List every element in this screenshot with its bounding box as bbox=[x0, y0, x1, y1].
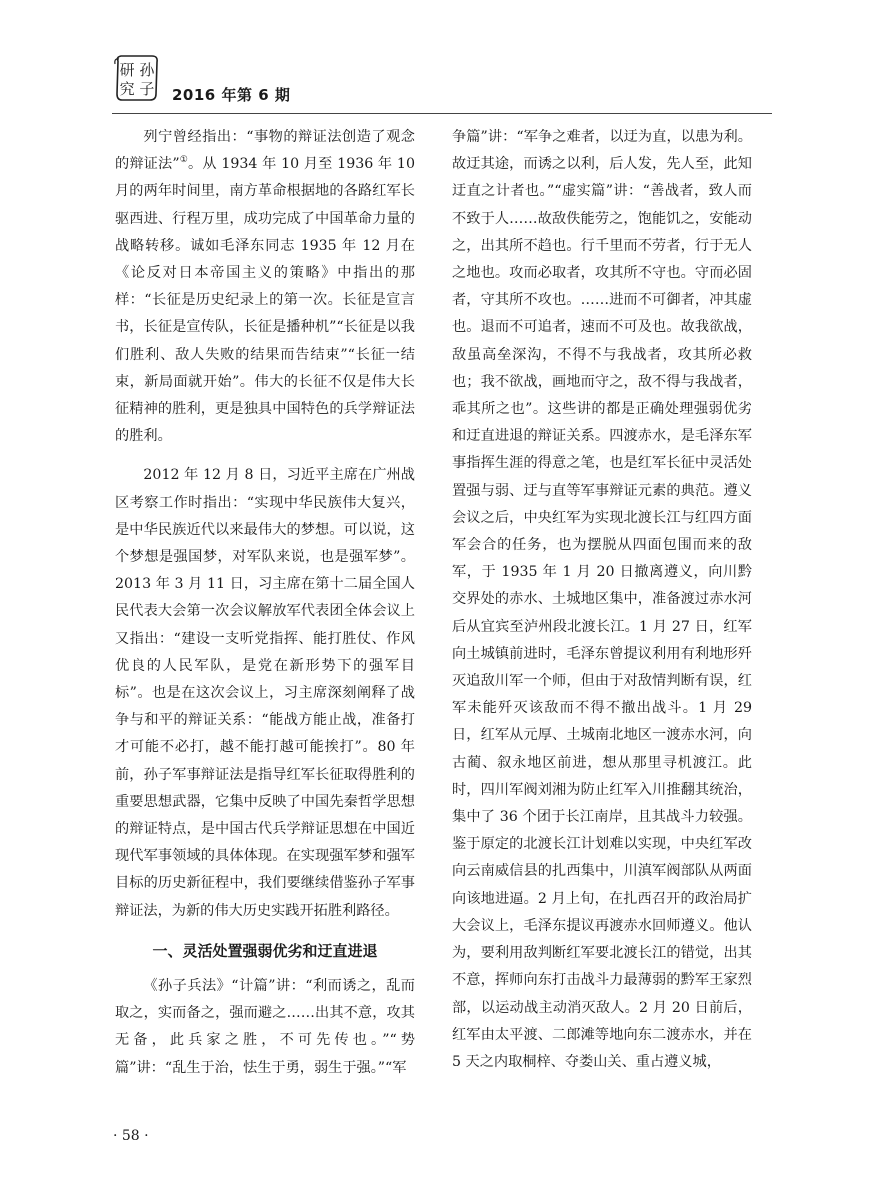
journal-logo bbox=[112, 52, 162, 104]
journal-issue: 2016 年第 6 期 bbox=[172, 86, 291, 104]
svg-text:研 孙: 研 孙 bbox=[119, 61, 155, 79]
paragraph-2: 2012 年 12 月 8 日，习近平主席在广州战区考察工作时指出：“实现中华民族伟大复兴，是中华民族近代以来最伟大的梦想。可以说，这个梦想是强国梦，对军队来说，也是强军梦”。2013 年 3 月 11 日，习主席在第十二届全国人民代表大会第一次会议解放军代表团全体会议上又指出：“建设一支听党指挥、能打胜仗、作风优良的人民军队，是党在新形势下的强军目标”。也是在这次会议上，习主席深刻阐释了战争与和平的辩证关系：“能战方能止战，准备打才可能不必打，越不能打越可能挨打”。80 年前，孙子军事辩证法是指导红军长征取得胜利的重要思想武器，它集中反映了中国先秦哲学思想的辩证特点，是中国古代兵学辩证思想在中国近现代军事领域的具体体现。在实现强军梦和强军目标的历史新征程中，我们要继续借鉴孙子军事辩证法，为新的伟大历史实践开拓胜利路径。 bbox=[115, 467, 415, 919]
header-rule bbox=[112, 113, 772, 114]
left-column bbox=[115, 124, 415, 1082]
paragraph-3: 《孙子兵法》“计篇”讲：“利而诱之，乱而取之，实而备之，强而避之……出其不意，攻其无备，此兵家之胜，不可先传也。”“势篇”讲：“乱生于治，怯生于勇，弱生于强。”“军 bbox=[115, 977, 415, 1076]
paragraph-1-rest: 。从 1934 年 10 月至 1936 年 10 月的两年时间里，南方革命根据地的各路红军长驱西进、行程万里，成功完成了中国革命力量的战略转移。诚如毛泽东同志 1935 年 12 月在《论反对日本帝国主义的策略》中指出的那样：“长征是历史纪录上的第一次。长征是宣言书，长征是宣传队，长征是播种机”“长征是以我们胜利、敌人失败的结果而告结束”“长征一结束，新局面就开始”。伟大的长征不仅是伟大长征精神的胜利，更是独具中国特色的兵学辩证法的胜利。 bbox=[115, 156, 415, 445]
right-column bbox=[452, 124, 752, 1076]
section-heading: 一、灵活处置强弱优劣和迂直进退 bbox=[152, 941, 378, 960]
page-number: · 58 · bbox=[113, 1128, 149, 1144]
paragraph-1-start: 列宁曾经指出：“事物的辩证法创造了观念的辩证法” bbox=[115, 129, 415, 173]
page-header bbox=[112, 52, 772, 108]
svg-text:究 子: 究 子 bbox=[119, 80, 155, 98]
footnote-marker[interactable]: ① bbox=[179, 155, 188, 166]
paragraph-continued: 争篇”讲：“军争之难者，以迂为直，以患为利。故迂其途，而诱之以利，后人发，先人至，此知迂直之计者也。”“虚实篇”讲：“善战者，致人而不致于人……故敌佚能劳之，饱能饥之，安能动之，出其所不趋也。行千里而不劳者，行于无人之地也。攻而必取者，攻其所不守也。守而必固者，守其所不攻也。……进而不可御者，冲其虚也。退而不可追者，速而不可及也。故我欲战，敌虽高垒深沟，不得不与我战者，攻其所必救也；我不欲战，画地而守之，敌不得与我战者，乖其所之也”。这些讲的都是正确处理强弱优劣和迂直进退的辩证关系。四渡赤水，是毛泽东军事指挥生涯的得意之笔，也是红军长征中灵活处置强与弱、迂与直等军事辩证元素的典范。遵义会议之后，中央红军为实现北渡长江与红四方面军会合的任务，也为摆脱从四面包围而来的敌军，于 1935 年 1 月 20 日撤离遵义，向川黔交界处的赤水、土城地区集中，准备渡过赤水河后从宜宾至泸州段北渡长江。1 月 27 日，红军向土城镇前进时，毛泽东曾提议利用有利地形歼灭追敌川军一个师，但由于对敌情判断有误，红军未能歼灭该敌而不得不撤出战斗。1 月 29 日，红军从元厚、土城南北地区一渡赤水河，向古蔺、叙永地区前进，想从那里寻机渡江。此时，四川军阀刘湘为防止红军入川推翻其统治，集中了 36 个团于长江南岸，且其战斗力较强。鉴于原定的北渡长江计划难以实现，中央红军改向云南威信县的扎西集中，川滇军阀部队从两面向该地进逼。2 月上旬，在扎西召开的政治局扩大会议上，毛泽东提议再渡赤水回师遵义。他认为，要利用敌判断红军要北渡长江的错觉，出其不意，挥师向东打击战斗力最薄弱的黔军王家烈部，以运动战主动消灭敌人。2 月 20 日前后，红军由太平渡、二郎滩等地向东二渡赤水，并在 5 天之内取桐梓、夺娄山关、重占遵义城， bbox=[452, 129, 752, 1070]
paragraph-1 bbox=[115, 124, 415, 450]
